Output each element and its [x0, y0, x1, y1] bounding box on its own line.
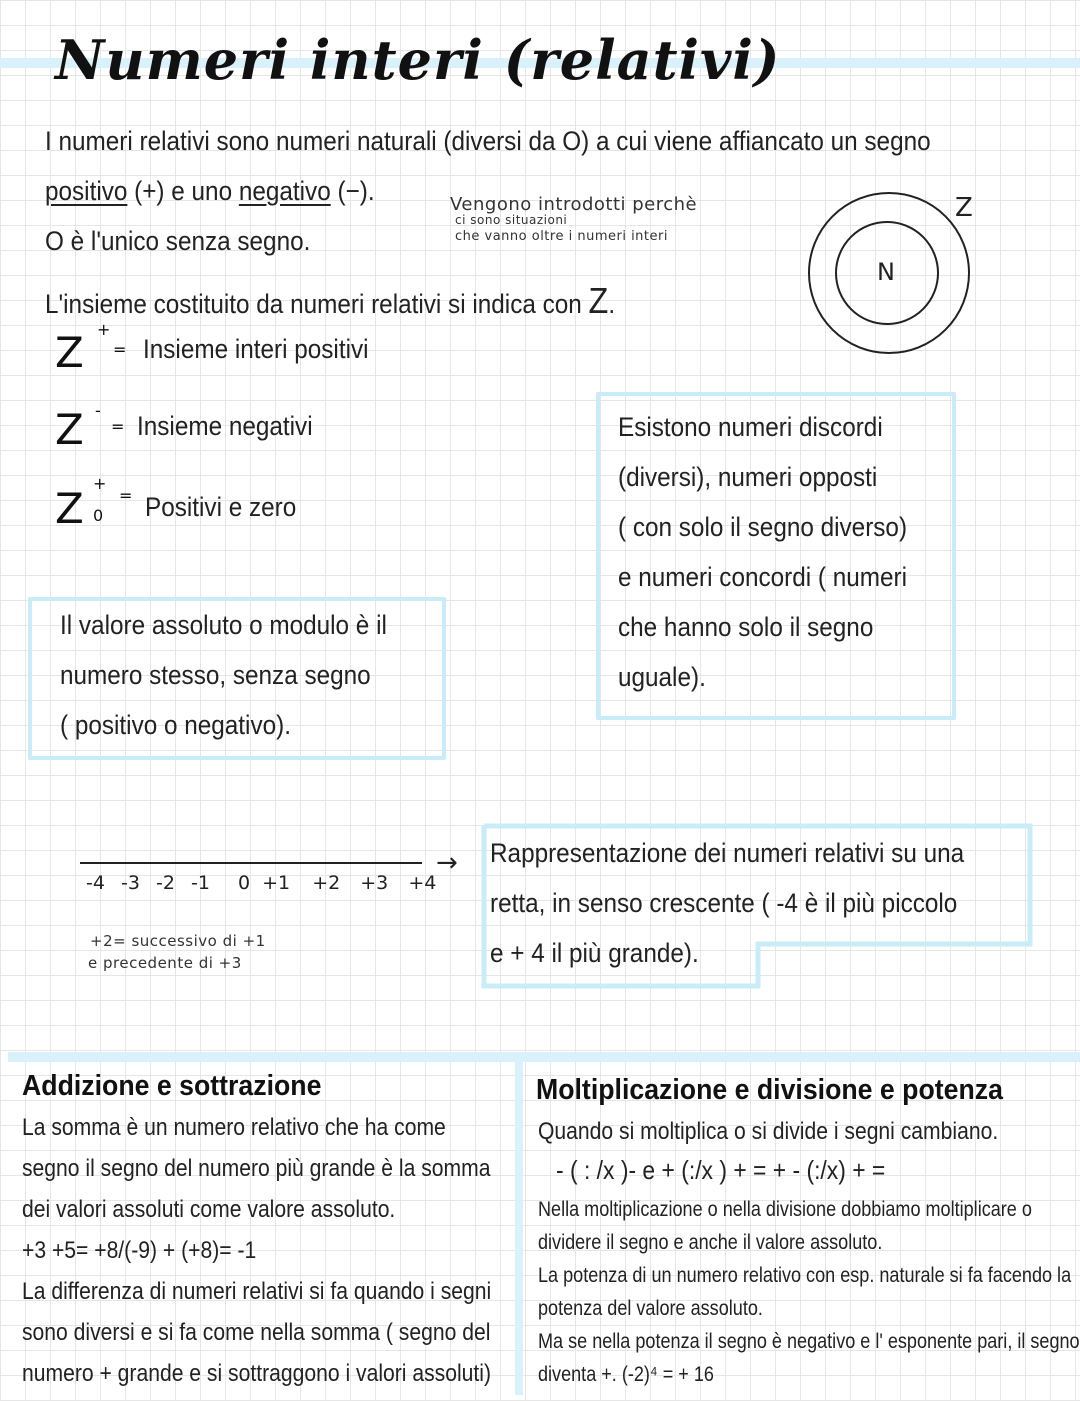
tick: -4	[86, 872, 105, 894]
side-note-1: Vengono introdotti perchè	[450, 194, 698, 215]
addizione-line: numero + grande e si sottraggono i valori assoluti)	[22, 1360, 492, 1387]
intro-mid-2: (−).	[330, 176, 375, 206]
set-label: Positivi e zero	[145, 492, 297, 522]
set-symbol: Z	[55, 328, 84, 377]
page-title: Numeri interi (relativi)	[55, 28, 781, 92]
intro-line-4	[45, 280, 615, 322]
number-line-ticks	[86, 872, 436, 894]
mult-line-1: Quando si moltiplica o si divide i segni cambiano.	[538, 1118, 999, 1145]
set-symbol: Z	[55, 405, 84, 454]
number-line-note-1: +2= successivo di +1	[90, 932, 266, 950]
mult-body	[538, 1198, 1080, 1396]
set-row-positive	[55, 320, 455, 378]
tick: 0	[238, 872, 251, 894]
tick: -3	[121, 872, 140, 894]
set-sup: +	[93, 474, 107, 493]
intro-line-4-text: L'insieme costituito da numeri relativi si indica con	[45, 289, 589, 319]
box-right-line: Esistono numeri discordi	[618, 412, 883, 442]
box-left-text	[60, 600, 423, 750]
intro-line-4-end: .	[608, 289, 616, 319]
box-left-line: Il valore assoluto o modulo è il	[60, 610, 387, 640]
set-sup: +	[97, 320, 111, 339]
section-divider-horizontal	[8, 1052, 1080, 1062]
mult-line: diventa +. (-2)⁴ = + 16	[538, 1363, 714, 1386]
word-positivo: positivo	[45, 176, 128, 206]
set-row-positive-zero	[55, 474, 455, 534]
mult-line: Nella moltiplicazione o nella divisione dobbiamo moltiplicare o	[538, 1198, 1032, 1221]
box-right-line: ( con solo il segno diverso)	[618, 512, 908, 542]
box-right-line: e numeri concordi ( numeri	[618, 562, 908, 592]
mult-sign-rule: - ( : /x )- e + (:/x ) + = + - (:/x) + =	[556, 1155, 886, 1185]
set-eq: =	[111, 417, 125, 436]
diagram-label-z: Z	[955, 193, 973, 223]
box-right-text	[618, 402, 939, 702]
addizione-body	[22, 1114, 555, 1401]
intro-line-1: I numeri relativi sono numeri naturali (diversi da O) a cui viene affiancato un segno	[45, 126, 931, 156]
intro-mid-1: (+) e uno	[127, 176, 239, 206]
box-left-line: ( positivo o negativo).	[60, 710, 291, 740]
set-row-negative	[55, 401, 455, 455]
tick: -1	[191, 872, 210, 894]
addizione-line: sono diversi e si fa come nella somma ( segno del	[22, 1319, 491, 1346]
tick: +1	[262, 872, 291, 894]
addizione-line: +3 +5= +8/(-9) + (+8)= -1	[22, 1237, 257, 1264]
side-note-3: che vanno oltre i numeri interi	[455, 229, 668, 244]
box-left-line: numero stesso, senza segno	[60, 660, 371, 690]
mult-line: La potenza di un numero relativo con esp. naturale si fa facendo la	[538, 1264, 1072, 1287]
word-negativo: negativo	[238, 176, 331, 206]
box-number-line-text	[490, 828, 1017, 978]
addizione-line: segno il segno del numero più grande è la somma	[22, 1155, 491, 1182]
arrow-icon: →	[436, 848, 458, 878]
tick: +4	[408, 872, 437, 894]
tick: +2	[312, 872, 341, 894]
intro-line-2	[45, 176, 375, 207]
addizione-line: La differenza di numeri relativi si fa quando i segni	[22, 1278, 492, 1305]
diagram-label-n: N	[877, 258, 895, 286]
box-right-line: (diversi), numeri opposti	[618, 462, 878, 492]
box-right-line: che hanno solo il segno	[618, 612, 874, 642]
set-eq: =	[113, 340, 127, 359]
box-line-text: retta, in senso crescente ( -4 è il più piccolo	[490, 888, 958, 918]
set-eq: =	[119, 486, 133, 505]
set-symbol: Z	[55, 484, 84, 533]
set-sub: 0	[93, 506, 104, 525]
tick: +3	[360, 872, 389, 894]
set-label: Insieme interi positivi	[143, 334, 369, 364]
intro-z-symbol: Z	[588, 280, 609, 321]
mult-line: potenza del valore assoluto.	[538, 1297, 763, 1320]
box-right-line: uguale).	[618, 662, 706, 692]
set-sup: -	[95, 401, 101, 420]
set-label: Insieme negativi	[137, 411, 313, 441]
side-note-2: ci sono situazioni	[455, 213, 568, 227]
tick: -2	[156, 872, 175, 894]
box-line-text: Rappresentazione dei numeri relativi su una	[490, 838, 965, 868]
number-line-note-2: e precedente di +3	[88, 954, 242, 972]
mult-line: dividere il segno e anche il valore assoluto.	[538, 1231, 883, 1254]
number-line	[80, 862, 422, 864]
addizione-line: dei valori assoluti come valore assoluto.	[22, 1196, 396, 1223]
box-line-text: e + 4 il più grande).	[490, 938, 699, 968]
heading-moltiplicazione: Moltiplicazione e divisione e potenza	[536, 1074, 1003, 1106]
addizione-line: La somma è un numero relativo che ha come	[22, 1114, 446, 1141]
intro-line-3: O è l'unico senza segno.	[45, 226, 311, 256]
heading-addizione: Addizione e sottrazione	[22, 1070, 322, 1102]
mult-line: Ma se nella potenza il segno è negativo e l' esponente pari, il segno	[538, 1330, 1080, 1353]
